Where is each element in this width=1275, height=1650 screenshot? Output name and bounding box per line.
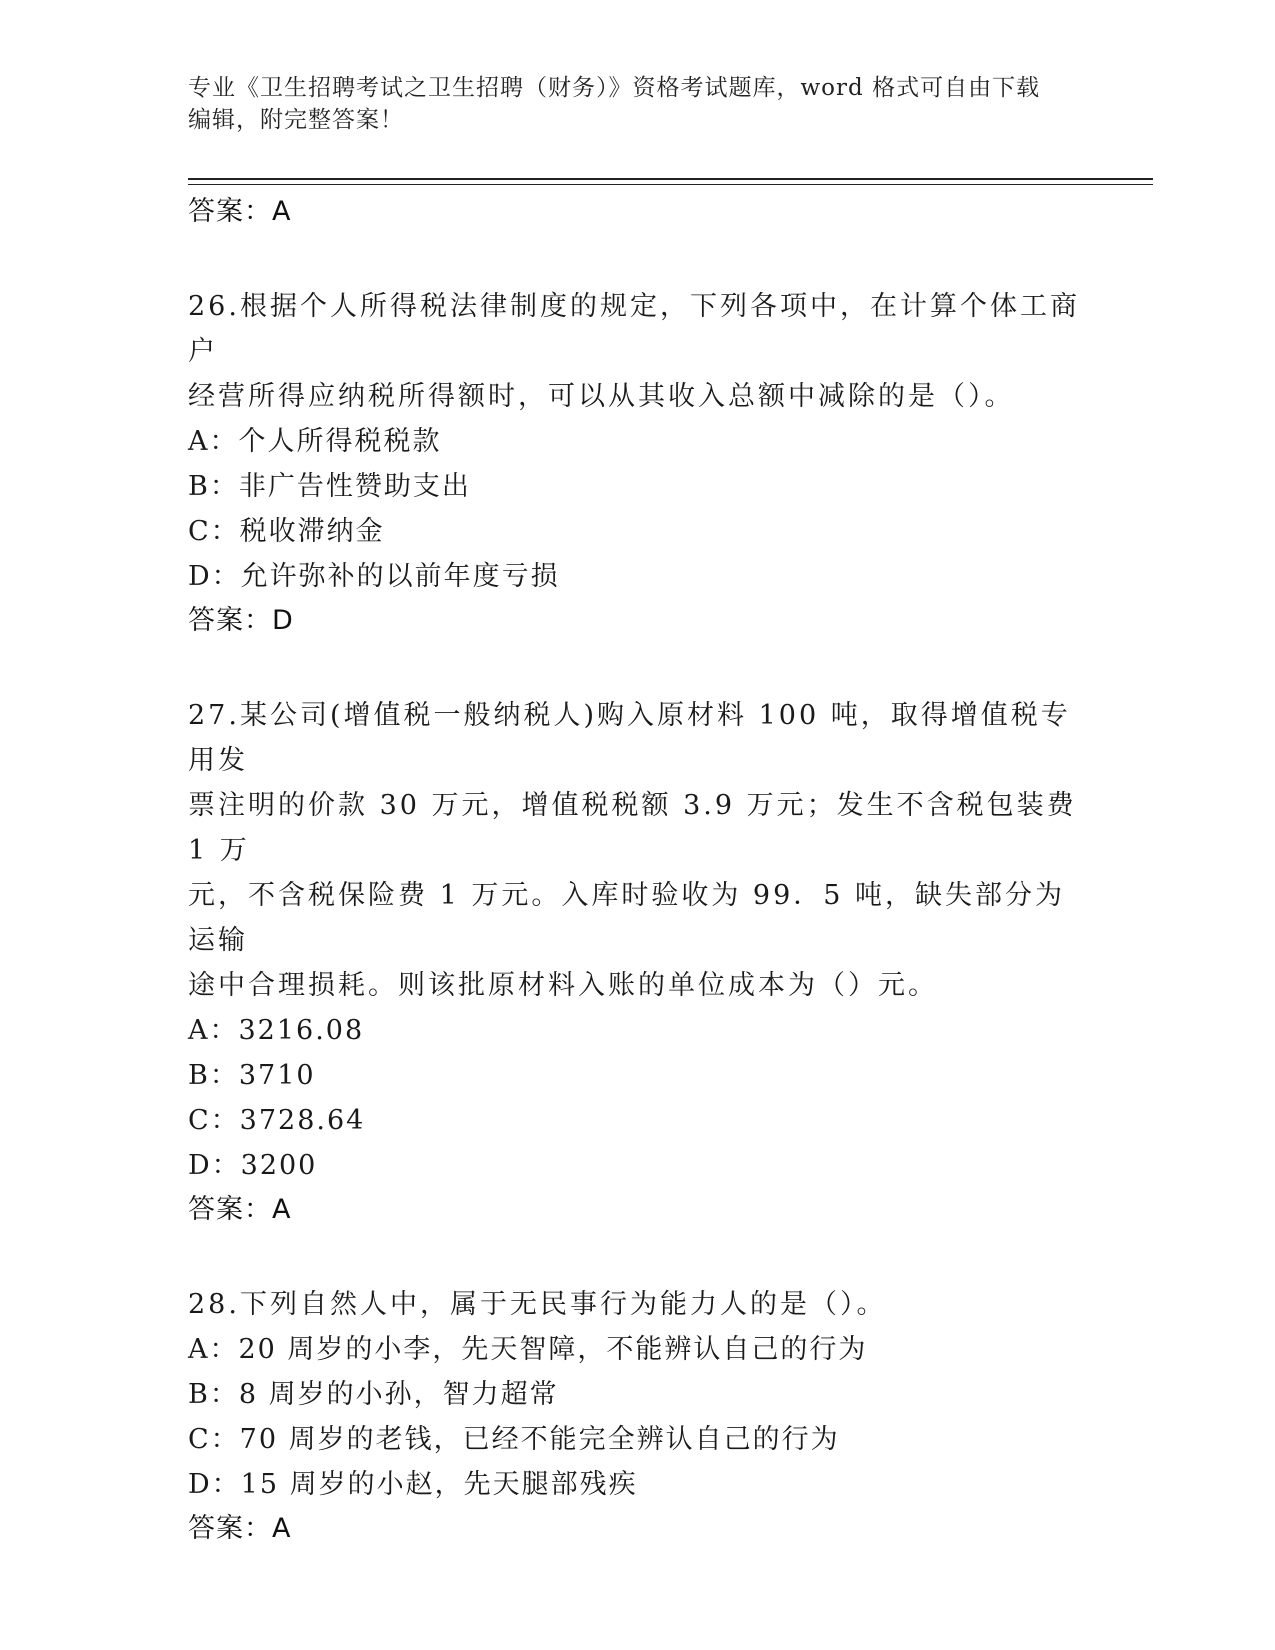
question-stem-line: 元，不含税保险费 1 万元。入库时验收为 99．5 吨，缺失部分为运输 — [188, 880, 1066, 956]
question-answer: 答案：D — [188, 605, 294, 636]
question-28 — [188, 1282, 1088, 1551]
question-26 — [188, 284, 1088, 643]
option-d: D：3200 — [188, 1150, 318, 1181]
option-b: B：非广告性赞助支出 — [188, 471, 471, 502]
previous-answer: 答案：A — [188, 196, 292, 227]
option-c: C：70 周岁的老钱，已经不能完全辨认自己的行为 — [188, 1424, 840, 1455]
question-stem-line: 28.下列自然人中，属于无民事行为能力人的是（）。 — [188, 1289, 887, 1320]
option-d: D：15 周岁的小赵，先天腿部残疾 — [188, 1469, 638, 1500]
question-answer: 答案：A — [188, 1194, 292, 1225]
option-a: A：个人所得税税款 — [188, 426, 442, 457]
question-list — [188, 190, 1088, 1551]
document-header — [188, 72, 1068, 136]
question-stem-line: 票注明的价款 30 万元，增值税税额 3.9 万元；发生不含税包装费 1 万 — [188, 790, 1077, 866]
header-divider-thick — [188, 178, 1153, 180]
option-a: A：20 周岁的小李，先天智障，不能辨认自己的行为 — [188, 1334, 868, 1365]
question-27 — [188, 693, 1088, 1232]
header-divider-thin — [188, 184, 1153, 185]
option-d: D：允许弥补的以前年度亏损 — [188, 561, 560, 592]
option-c: C：3728.64 — [188, 1105, 366, 1136]
option-c: C：税收滞纳金 — [188, 516, 385, 547]
option-a: A：3216.08 — [188, 1015, 365, 1046]
header-line-1: 专业《卫生招聘考试之卫生招聘（财务）》资格考试题库，word 格式可自由下载 — [188, 75, 1041, 101]
option-b: B：3710 — [188, 1060, 316, 1091]
question-stem-line: 26.根据个人所得税法律制度的规定，下列各项中，在计算个体工商户 — [188, 291, 1080, 367]
question-stem-line: 途中合理损耗。则该批原材料入账的单位成本为（）元。 — [188, 970, 938, 1001]
option-b: B：8 周岁的小孙，智力超常 — [188, 1379, 559, 1410]
question-stem-line: 经营所得应纳税所得额时，可以从其收入总额中减除的是（）。 — [188, 381, 1015, 412]
header-line-2: 编辑，附完整答案！ — [188, 107, 404, 133]
question-stem-line: 27.某公司(增值税一般纳税人)购入原材料 100 吨，取得增值税专用发 — [188, 700, 1071, 776]
question-answer: 答案：A — [188, 1513, 292, 1544]
